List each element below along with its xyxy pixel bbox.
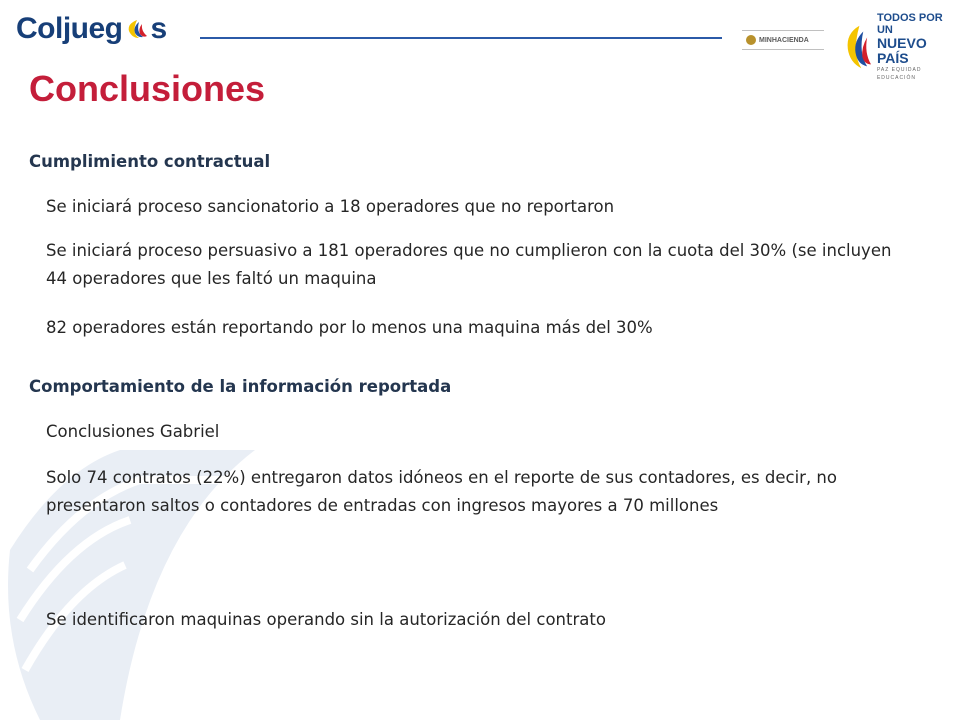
minhacienda-logo	[742, 30, 824, 50]
header-divider	[200, 37, 722, 39]
partner-line-3: PAZ EQUIDAD EDUCACIÓN	[876, 67, 922, 81]
logo-text-left: Coljueg	[16, 12, 123, 45]
partner-line-2: NUEVO PAÍS	[876, 35, 927, 66]
todos-por-un-nuevo-pais-logo	[842, 12, 960, 82]
flag-swirl-icon	[124, 18, 150, 40]
list-item: 82 operadores están reportando por lo menos una maquina más del 30%	[46, 318, 653, 337]
section-heading-comportamiento: Comportamiento de la información reportada	[29, 377, 452, 396]
minhacienda-label: MINHACIENDA	[759, 36, 809, 44]
list-item: Se iniciará proceso sancionatorio a 18 operadores que no reportaron	[46, 197, 615, 216]
list-item: Se identificaron maquinas operando sin la autorización del contrato	[46, 610, 606, 629]
page-title: Conclusiones	[29, 68, 266, 109]
coljuegos-logo	[16, 12, 167, 46]
list-item: Se iniciará proceso persuasivo a 181 operadores que no cumplieron con la cuota del 30% (se incluyen 44 operadores que les faltó un maquina	[46, 241, 892, 288]
list-item: Solo 74 contratos (22%) entregaron datos idóneos en el reporte de sus contadores, es decir, no presentaron saltos o contadores de entradas con ingresos mayores a 70 millones	[46, 468, 837, 515]
colombia-swirl-icon	[842, 23, 873, 71]
partner-line-1: TODOS POR UN	[876, 12, 943, 36]
logo-text-right: s	[150, 12, 167, 45]
list-item: Conclusiones Gabriel	[46, 422, 220, 441]
section-heading-cumplimiento: Cumplimiento contractual	[29, 152, 271, 171]
seal-icon	[746, 35, 756, 45]
